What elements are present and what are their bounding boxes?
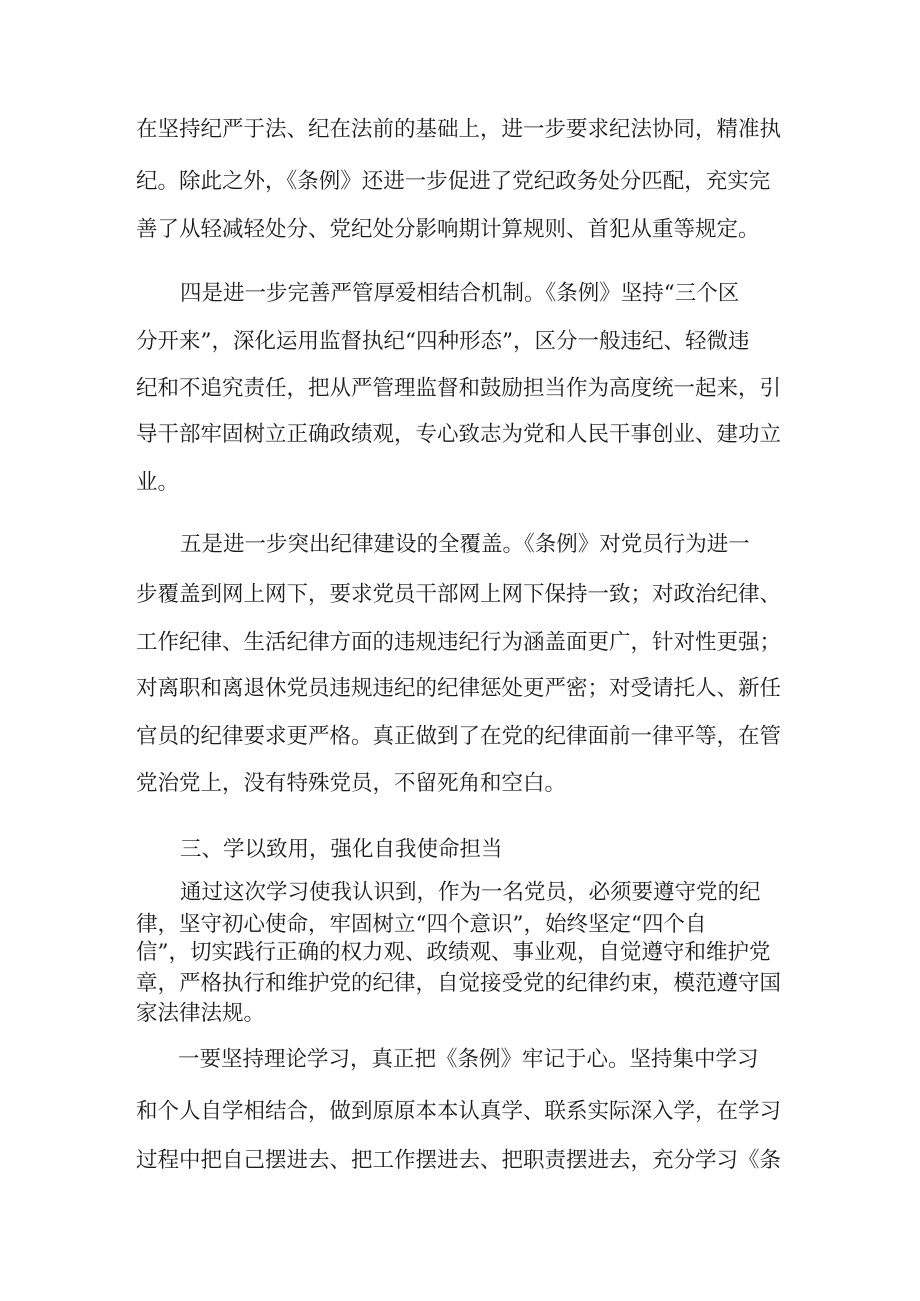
paragraph-2-line-4: 导干部牢固树立正确政绩观，专心致志为党和人民干事创业、建功立 — [136, 422, 782, 447]
paragraph-4-line-4: 章，严格执行和维护党的纪律，自觉接受党的纪律约束，模范遵守国 — [136, 971, 782, 996]
paragraph-4-line-3: 信”，切实践行正确的权力观、政绩观、事业观，自觉遵守和维护党 — [136, 940, 771, 965]
paragraph-3-line-4: 对离职和离退休党员违规违纪的纪律惩处更严密；对受请托人、新任 — [136, 676, 782, 701]
paragraph-4-line-2: 律，坚守初心使命，牢固树立“四个意识”，始终坚定“四个自 — [136, 912, 707, 937]
paragraph-5-line-3: 过程中把自己摆进去、把工作摆进去、把职责摆进去，充分学习《条 — [136, 1148, 782, 1173]
paragraph-2-line-5: 业。 — [136, 470, 180, 495]
paragraph-2-line-3: 纪和不追究责任，把从严管理监督和鼓励担当作为高度统一起来，引 — [136, 376, 782, 401]
paragraph-5-line-2: 和个人自学相结合，做到原原本本认真学、联系实际深入学，在学习 — [136, 1099, 782, 1124]
paragraph-3-line-6: 党治党上，没有特殊党员，不留死角和空白。 — [136, 771, 567, 796]
paragraph-4-line-1: 通过这次学习使我认识到，作为一名党员，必须要遵守党的纪 — [180, 880, 761, 905]
paragraph-3-line-2: 步覆盖到网上网下，要求党员干部网上网下保持一致；对政治纪律、 — [136, 582, 782, 607]
paragraph-1-line-1: 在坚持纪严于法、纪在法前的基础上，进一步要求纪法协同，精准执 — [136, 117, 782, 142]
paragraph-1-line-2: 纪。除此之外，《条例》还进一步促进了党纪政务处分匹配，充实完 — [136, 169, 771, 194]
section-heading: 三、学以致用，强化自我使命担当 — [180, 837, 503, 862]
paragraph-3-line-1: 五是进一步突出纪律建设的全覆盖。《条例》对党员行为进一 — [180, 532, 750, 557]
paragraph-2-line-1: 四是进一步完善严管厚爱相结合机制。《条例》坚持“三个区 — [180, 281, 740, 306]
paragraph-3-line-5: 官员的纪律要求更严格。真正做到了在党的纪律面前一律平等，在管 — [136, 724, 782, 749]
paragraph-2-line-2: 分开来”，深化运用监督执纪“四种形态”，区分一般违纪、轻微违 — [136, 329, 750, 354]
paragraph-3-line-3: 工作纪律、生活纪律方面的违规违纪行为涵盖面更广，针对性更强； — [136, 630, 782, 655]
paragraph-5-line-1: 一要坚持理论学习，真正把《条例》牢记于心。坚持集中学习 — [178, 1047, 759, 1072]
paragraph-4-line-5: 家法律法规。 — [136, 1001, 266, 1026]
paragraph-1-line-3: 善了从轻减轻处分、党纪处分影响期计算规则、首犯从重等规定。 — [136, 217, 760, 242]
